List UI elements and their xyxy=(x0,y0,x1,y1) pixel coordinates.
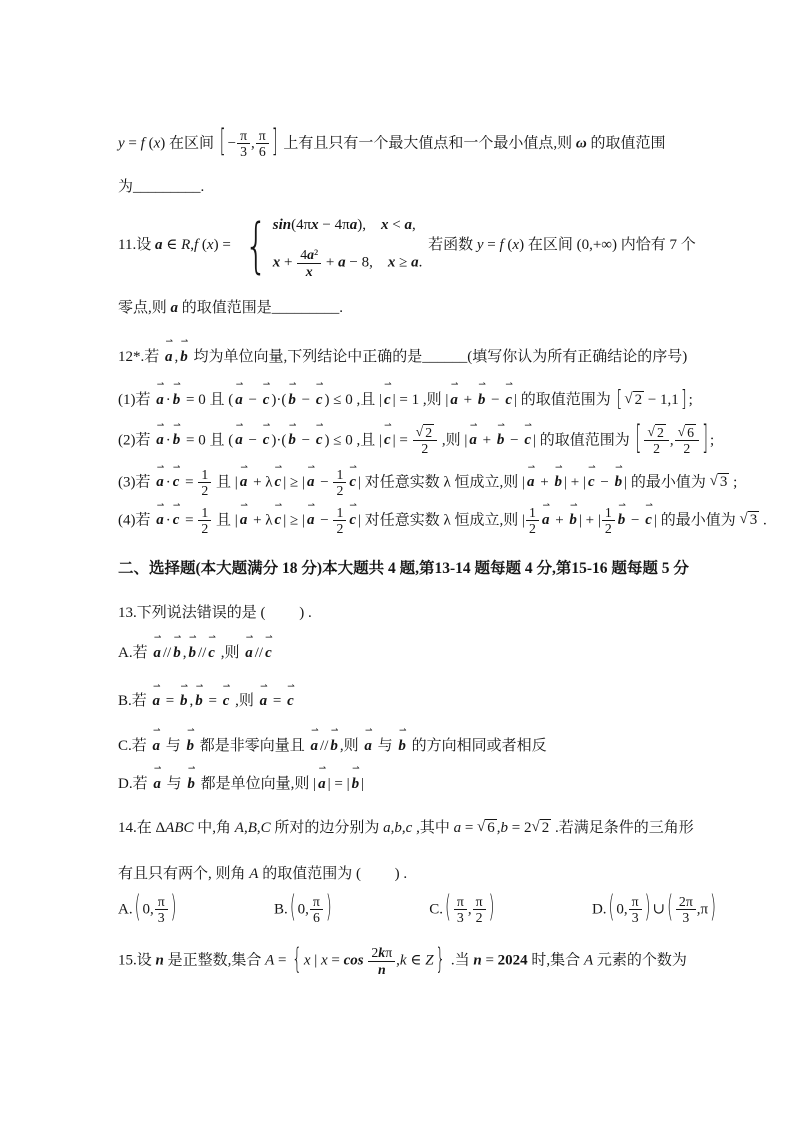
vector-a: ⇀ a xyxy=(318,764,327,792)
vector-c: ⇀ c xyxy=(265,633,273,661)
problem-12-statement-4: (4)若 ⇀ a · ⇀ c = $\frac{1}{2}$ 且 | ⇀ a + λ ⇀ c | ≥ | ⇀ a − $\frac{1}{2}$ ⇀ c | 对任意实数 λ 恒成立,则 | $\frac{1}{2}$ ⇀ a + ⇀ b | + | $\frac{1}{2}$ ⇀ b − ⇀ c | 的最小值为 √ 3 . xyxy=(118,500,767,537)
vector-c: ⇀ c xyxy=(274,462,283,491)
vector-b: ⇀ b xyxy=(195,681,204,710)
vector-b: ⇀ b xyxy=(188,633,197,661)
vector-c: ⇀ c xyxy=(349,462,357,491)
vector-c: ⇀ c xyxy=(222,681,231,710)
vector-b: ⇀ b xyxy=(477,380,486,408)
vector-c: ⇀ c xyxy=(172,500,181,529)
vector-b: ⇀ b xyxy=(398,725,407,754)
vector-c: ⇀ c xyxy=(208,633,216,661)
vector-b: ⇀ b xyxy=(288,420,297,449)
vector-a: ⇀ a xyxy=(153,633,162,661)
vector-a: ⇀ a xyxy=(239,500,248,529)
vector-a: ⇀ a xyxy=(306,462,316,491)
vector-b: ⇀ b xyxy=(496,420,505,449)
problem-14-option-a: A. ( 0, $\frac{\pi}{3}$ ) xyxy=(118,888,177,925)
vector-c: ⇀ c xyxy=(383,380,392,408)
vector-a: ⇀ a xyxy=(165,336,174,365)
problem-13-stem: 13.下列说法错误的是 ( ) . xyxy=(118,604,312,621)
vector-b: ⇀ b xyxy=(554,462,563,491)
vector-a: ⇀ a xyxy=(259,681,268,710)
vector-b: ⇀ b xyxy=(617,500,626,529)
vector-b: ⇀ b xyxy=(569,500,578,529)
vector-c: ⇀ c xyxy=(315,380,324,408)
problem-14-option-d: D. ( 0, $\frac{\pi}{3}$ ) ∪ ( $\frac{2\pi}{3}$ ,π ) xyxy=(591,888,716,925)
problem-12-statement-1: (1)若 ⇀ a · ⇀ b = 0 且 ( ⇀ a − ⇀ c )·( ⇀ b − ⇀ c ) ≤ 0 ,且 | ⇀ c | = 1 ,则 | ⇀ a + ⇀ b − ⇀ c | 的取值范围为 [ √ 2 − 1,1 ] ; xyxy=(118,380,693,412)
vector-a: ⇀ a xyxy=(156,462,165,491)
vector-a: ⇀ a xyxy=(306,500,316,529)
vector-a: ⇀ a xyxy=(469,420,478,449)
problem-13-option-b: B.若 ⇀ a = ⇀ b , ⇀ b = ⇀ c ,则 ⇀ a = ⇀ c xyxy=(118,688,724,714)
vector-a: ⇀ a xyxy=(156,420,165,449)
vector-c: ⇀ c xyxy=(524,420,532,449)
problem-14-option-b: B. ( 0, $\frac{\pi}{6}$ ) xyxy=(274,888,332,925)
vector-c: ⇀ c xyxy=(262,380,271,408)
vector-a: ⇀ a xyxy=(245,633,254,661)
problem-14-options-row xyxy=(118,888,718,926)
vector-a: ⇀ a xyxy=(153,764,162,792)
vector-c: ⇀ c xyxy=(505,380,513,408)
vector-c: ⇀ c xyxy=(172,462,181,491)
vector-b: ⇀ b xyxy=(186,725,195,754)
problem-14-stem-line-1: 14.在 ΔABC 中,角 A,B,C 所对的边分别为 a,b,c ,其中 a = √ 6 ,b = 2√ 2 .若满足条件的三角形 xyxy=(118,819,694,836)
vector-b: ⇀ b xyxy=(330,725,339,754)
vector-b: ⇀ b xyxy=(351,764,360,792)
vector-a: ⇀ a xyxy=(541,500,551,529)
vector-c: ⇀ c xyxy=(287,681,295,710)
vector-a: ⇀ a xyxy=(527,462,536,491)
vector-c: ⇀ c xyxy=(645,500,653,529)
vector-b: ⇀ b xyxy=(173,633,182,661)
problem-11-stem-line-2: 零点,则 a 的取值范围是_________. xyxy=(118,300,344,317)
vector-b: ⇀ b xyxy=(180,336,189,365)
vector-a: ⇀ a xyxy=(235,420,244,449)
vector-b: ⇀ b xyxy=(179,681,189,710)
section-2-header: 二、选择题(本大题满分 18 分)本大题共 4 题,第13-14 题每题 4 分,第15-16 题每题 5 分 xyxy=(118,559,689,577)
vector-a: ⇀ a xyxy=(364,725,373,754)
document-content xyxy=(118,121,767,977)
problem-12-statement-2: (2)若 ⇀ a · ⇀ b = 0 且 ( ⇀ a − ⇀ c )·( ⇀ b − ⇀ c ) ≤ 0 ,且 | ⇀ c | = $\frac{√ 2}{2}$ ,则 | ⇀ a + ⇀ b − ⇀ c | 的取值范围为 [ $\frac{√ 2}{2}$ , $\frac{√ 6}{2}$ ] ; xyxy=(118,417,715,458)
problem-15-stem: 15.设 n 是正整数,集合 A = { x | x = cos $\frac{2k\pi}{n}$ ,k ∈ Z } .当 n = 2024 时,集合 A 元素的个数为 xyxy=(118,941,687,977)
vector-b: ⇀ b xyxy=(187,764,196,792)
problem-13-option-d: D.若 ⇀ a 与 ⇀ b 都是单位向量,则 | ⇀ a | = | ⇀ b | xyxy=(118,771,724,797)
vector-a: ⇀ a xyxy=(152,681,161,710)
vector-c: ⇀ c xyxy=(315,420,324,449)
vector-a: ⇀ a xyxy=(235,380,244,408)
vector-c: ⇀ c xyxy=(262,420,271,449)
vector-a: ⇀ a xyxy=(152,725,161,754)
vector-a: ⇀ a xyxy=(156,380,165,408)
vector-c: ⇀ c xyxy=(274,500,283,529)
problem-13-option-c: C.若 ⇀ a 与 ⇀ b 都是非零向量且 ⇀ a // ⇀ b ,则 ⇀ a 与 ⇀ b 的方向相同或者相反 xyxy=(118,733,724,759)
vector-a: ⇀ a xyxy=(239,462,248,491)
vector-a: ⇀ a xyxy=(450,380,459,408)
problem-11-stem-line-1: 11.设 a ∈ R,f (x) = { sin(4πx − 4πa), x < a, x + $\frac{\text{4a²}}{x}$ + a − 8, x ≥ a. 若函数 y = f (x) 在区间 (0,+∞) 内恰有 7 个 xyxy=(118,210,696,281)
vector-b: ⇀ b xyxy=(614,462,623,491)
vector-c: ⇀ c xyxy=(383,420,392,449)
vector-b: ⇀ b xyxy=(172,380,181,408)
problem-10-answer-blank-line: 为_________. xyxy=(118,178,205,195)
vector-a: ⇀ a xyxy=(156,500,165,529)
problem-12-stem: 12*.若 ⇀ a , ⇀ b 均为单位向量,下列结论中正确的是______(填写你认为所有正确结论的序号) xyxy=(118,344,724,370)
problem-10-continuation-line-1: y = f (x) 在区间 [ − $\frac{\pi}{3}$ , $\frac{\pi}{6}$ ] 上有且只有一个最大值点和一个最小值点,则 ω 的取值范围 xyxy=(118,121,666,160)
vector-c: ⇀ c xyxy=(349,500,357,529)
problem-14-option-c: C. ( $\frac{\pi}{3}$ , $\frac{\pi}{2}$ ) xyxy=(429,888,495,925)
problem-13-option-a: A.若 ⇀ a // ⇀ b , ⇀ b // ⇀ c ,则 ⇀ a // ⇀ c xyxy=(118,640,724,666)
problem-14-stem-line-2: 有且只有两个, 则角 A 的取值范围为 ( ) . xyxy=(118,866,408,883)
vector-c: ⇀ c xyxy=(587,462,596,491)
vector-a: ⇀ a xyxy=(310,725,319,754)
vector-b: ⇀ b xyxy=(172,420,181,449)
vector-b: ⇀ b xyxy=(288,380,297,408)
problem-12-statement-3: (3)若 ⇀ a · ⇀ c = $\frac{1}{2}$ 且 | ⇀ a + λ ⇀ c | ≥ | ⇀ a − $\frac{1}{2}$ ⇀ c | 对任意实数 λ 恒成立,则 | ⇀ a + ⇀ b | + | ⇀ c − ⇀ b | 的最小值为 √ 3 ; xyxy=(118,462,738,499)
